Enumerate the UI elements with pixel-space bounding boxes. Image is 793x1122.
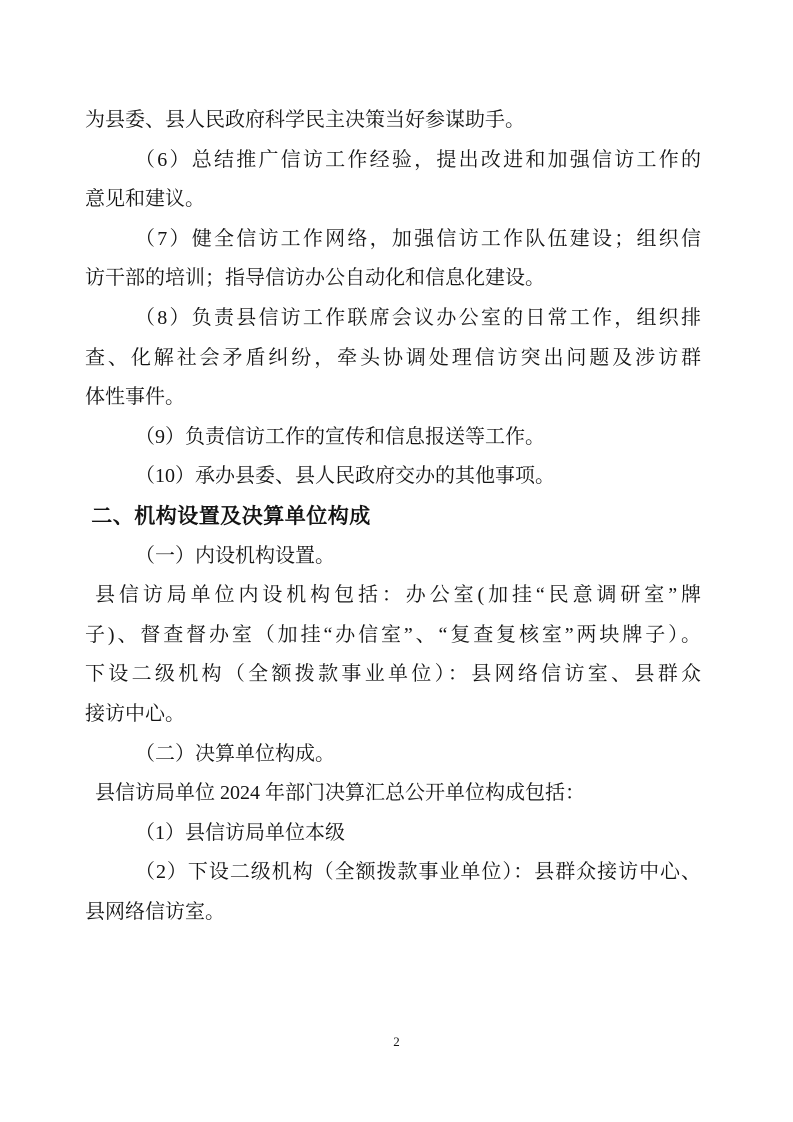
page-number: 2 [393,1034,400,1049]
text-line: 意见和建议。 [85,188,205,211]
paragraph [85,141,701,220]
document-body [85,101,701,932]
text-line: （7）健全信访工作网络，加强信访工作队伍建设；组织信 [135,227,701,250]
text-line: （2）下设二级机构（全额拨款事业单位）：县群众接访中心、 [135,861,701,884]
text-line: 接访中心。 [85,702,185,725]
paragraph [85,774,701,814]
paragraph [85,418,701,458]
paragraph [85,457,701,497]
text-line: （10）承办县委、县人民政府交办的其他事项。 [135,465,555,488]
text-line: 县信访局单位内设机构包括：办公室(加挂“民意调研室”牌 [95,584,701,607]
paragraph [85,576,701,734]
paragraph [85,853,701,932]
text-line: 县信访局单位 2024 年部门决算汇总公开单位构成包括： [95,782,585,805]
text-line: 体性事件。 [85,386,185,409]
section-heading: 二、机构设置及决算单位构成 [91,504,371,528]
text-line: （1）县信访局单位本级 [135,821,345,844]
text-line: 为县委、县人民政府科学民主决策当好参谋助手。 [85,109,525,131]
paragraph [85,537,701,577]
text-line: 县网络信访室。 [85,900,225,923]
text-line: （6）总结推广信访工作经验，提出改进和加强信访工作的 [135,148,701,171]
text-line: （8）负责县信访工作联席会议办公室的日常工作，组织排 [135,306,701,329]
paragraph [85,220,701,299]
paragraph [85,814,701,854]
text-line: （二）决算单位构成。 [135,742,335,765]
paragraph [85,299,701,418]
text-line: （9）负责信访工作的宣传和信息报送等工作。 [135,425,545,448]
paragraph [85,101,701,141]
text-line: （一）内设机构设置。 [135,544,335,567]
text-line: 访干部的培训；指导信访办公自动化和信息化建设。 [85,267,545,290]
paragraph [85,735,701,775]
text-line: 子)、督查督办室（加挂“办信室”、“复查复核室”两块牌子）。 [85,623,701,646]
text-line: 查、化解社会矛盾纠纷，牵头协调处理信访突出问题及涉访群 [85,346,701,369]
text-line: 下设二级机构（全额拨款事业单位）：县网络信访室、县群众 [85,663,701,686]
